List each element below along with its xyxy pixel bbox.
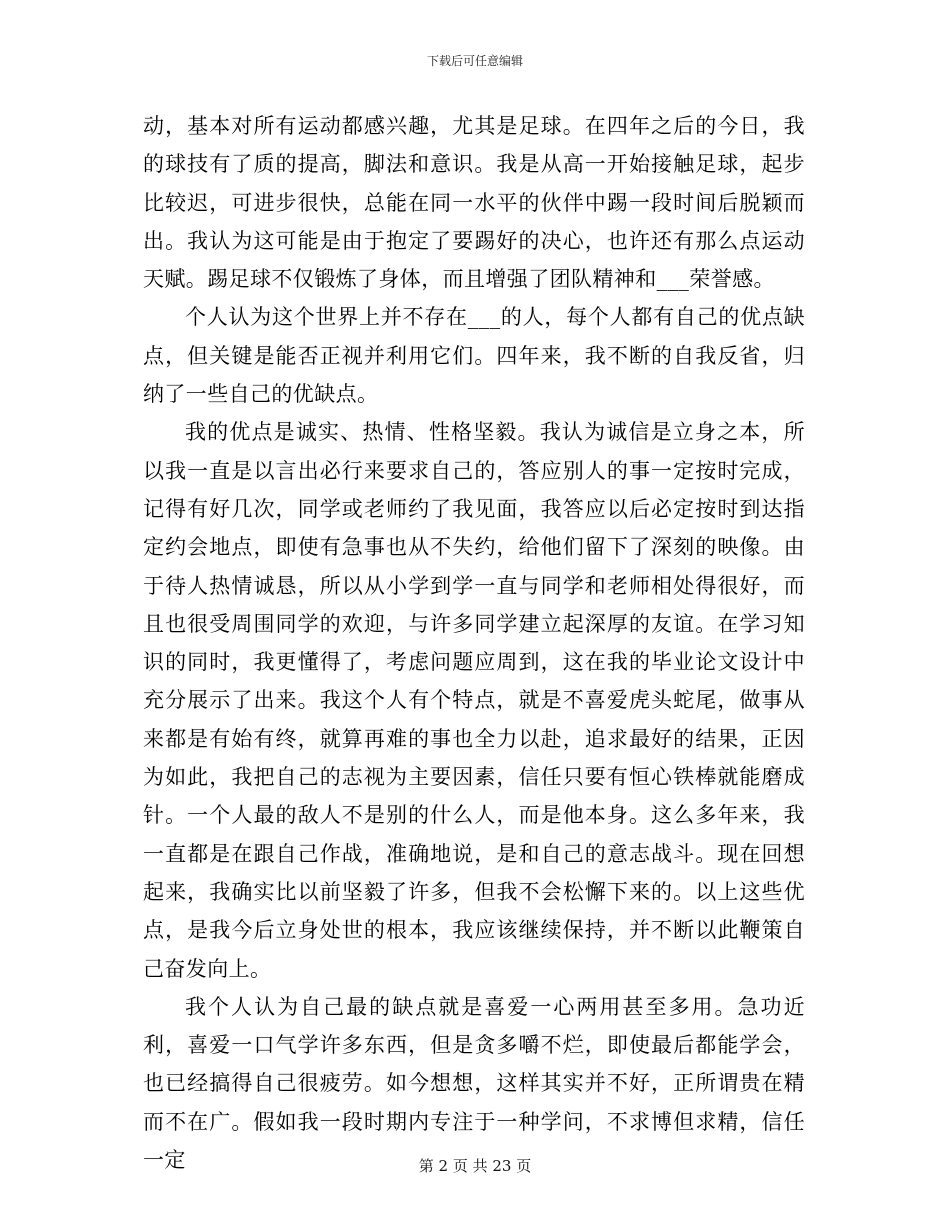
- page-header-note: 下载后可任意编辑: [426, 54, 523, 68]
- paragraph: 个人认为这个世界上并不存在___的人，每个人都有自己的优点缺点，但关键是能否正视并利用它们。四年来，我不断的自我反省，归纳了一些自己的优缺点。: [143, 305, 805, 407]
- paragraph: 我个人认为自己最的缺点就是喜爱一心两用甚至多用。急功近利，喜爱一口气学许多东西，但是贪多嚼不烂，即使最后都能学会，也已经搞得自己很疲劳。如今想想，这样其实并不好，正所谓贵在精而不在广。假如我一段时期内专注于一种学问，不求博但求精，信任一定: [143, 994, 805, 1173]
- paragraph: 我的优点是诚实、热情、性格坚毅。我认为诚信是立身之本，所以我一直是以言出必行来要求自己的，答应别人的事一定按时完成，记得有好几次，同学或老师约了我见面，我答应以后必定按时到达指定约会地点，即使有急事也从不失约，给他们留下了深刻的映像。由于待人热情诚恳，所以从小学到学一直与同学和老师相处得很好，而且也很受周围同学的欢迎，与许多同学建立起深厚的友谊。在学习知识的同时，我更懂得了，考虑问题应周到，这在我的毕业论文设计中充分展示了出来。我这个人有个特点，就是不喜爱虎头蛇尾，做事从来都是有始有终，就算再难的事也全力以赴，追求最好的结果，正因为如此，我把自己的志视为主要因素，信任只要有恒心铁棒就能磨成针。一个人最的敌人不是别的什么人，而是他本身。这么多年来，我一直都是在跟自己作战，准确地说，是和自己的意志战斗。现在回想起来，我确实比以前坚毅了许多，但我不会松懈下来的。以上这些优点，是我今后立身处世的根本，我应该继续保持，并不断以此鞭策自己奋发向上。: [143, 420, 805, 981]
- paragraph-continued: 动，基本对所有运动都感兴趣，尤其是足球。在四年之后的今日，我的球技有了质的提高，脚法和意识。我是从高一开始接触足球，起步比较迟，可进步很快，总能在同一水平的伙伴中踢一段时间后脱颖而出。我认为这可能是由于抱定了要踢好的决心，也许还有那么点运动天赋。踢足球不仅锻炼了身体，而且增强了团队精神和___荣誉感。: [143, 114, 805, 292]
- page-number: 第 2 页 共 23 页: [418, 1157, 532, 1175]
- document-body: [143, 107, 805, 1179]
